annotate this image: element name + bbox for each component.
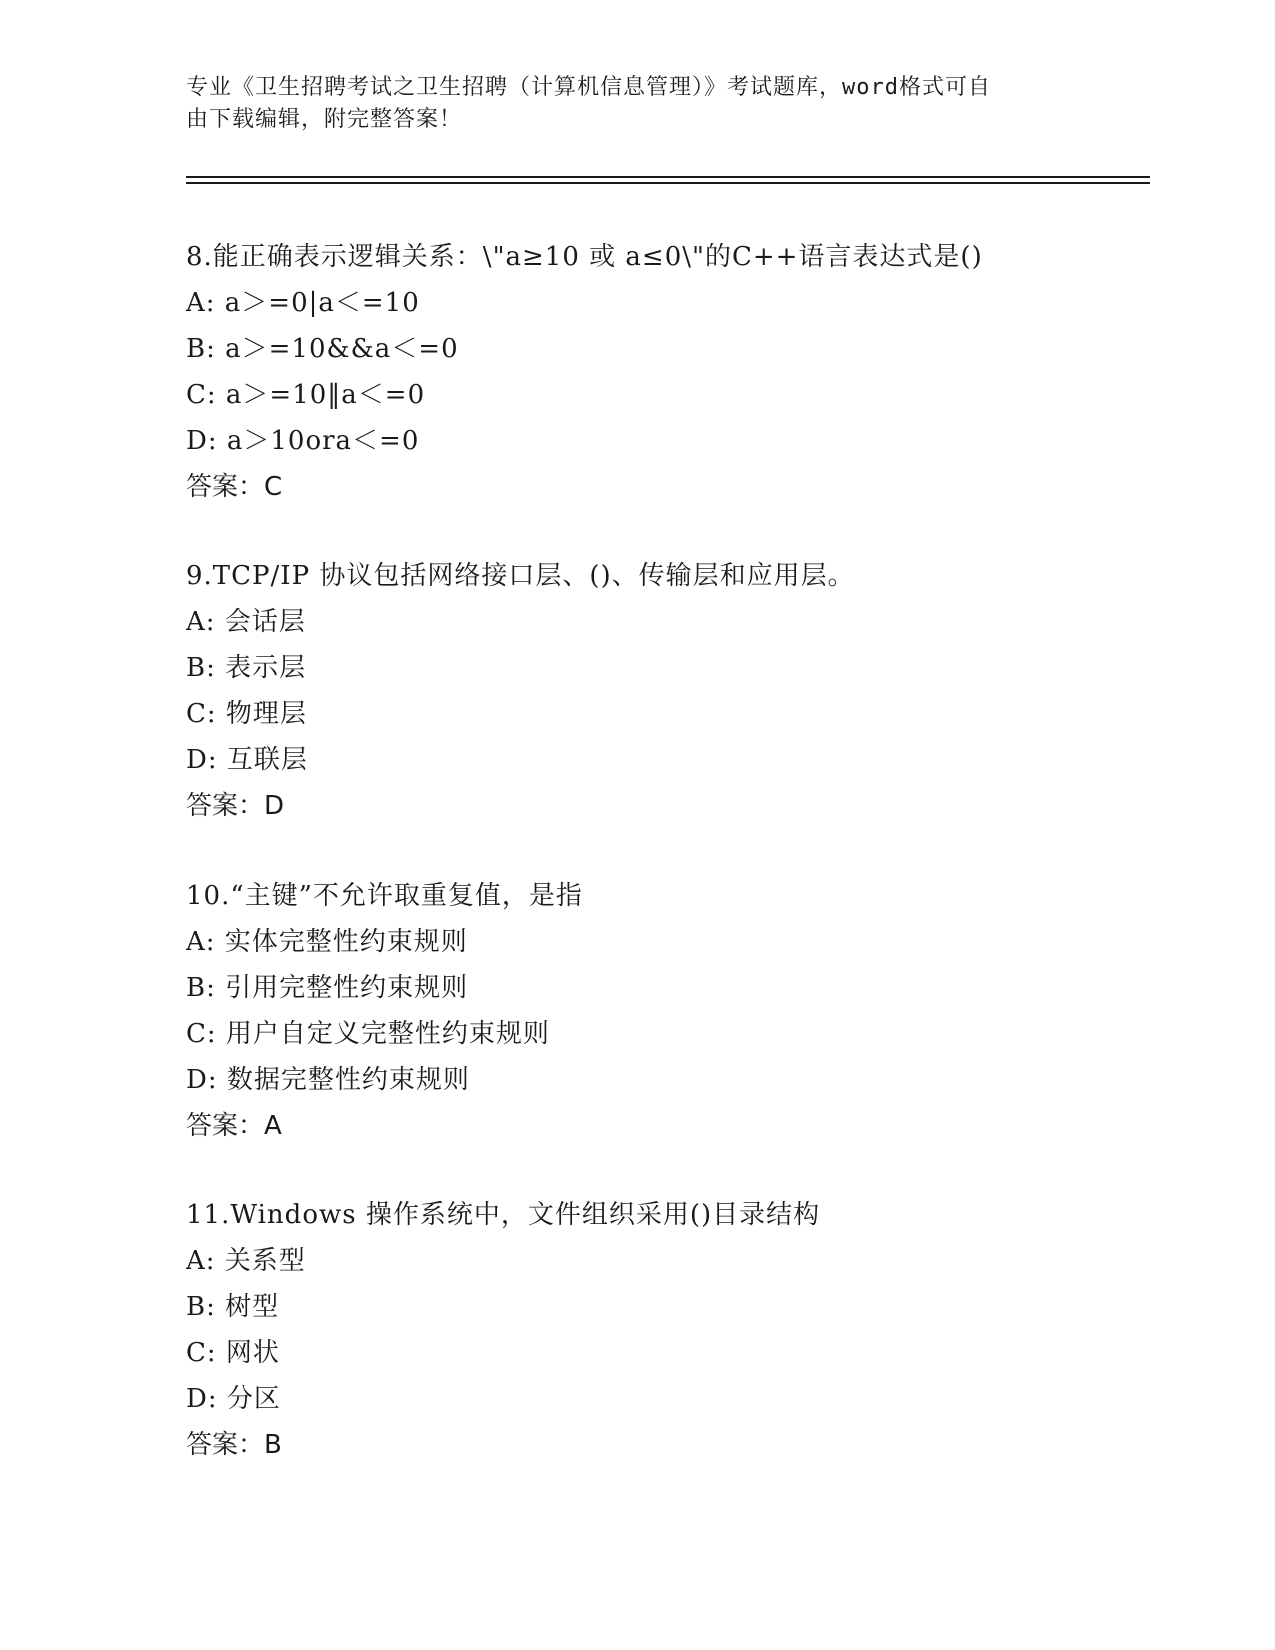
option-b: B: 树型 (186, 1292, 280, 1322)
option-a: A: 关系型 (186, 1246, 306, 1276)
option-c: C: a＞=10‖a＜=0 (186, 380, 426, 410)
answer-line: 答案：D (186, 791, 285, 821)
option-d: D: a＞10ora＜=0 (186, 426, 420, 456)
option-c: C: 物理层 (186, 699, 307, 729)
option-b: B: 表示层 (186, 653, 307, 683)
option-c: C: 网状 (186, 1338, 280, 1368)
answer-line: 答案：A (186, 1111, 282, 1141)
header-divider-top (186, 176, 1150, 178)
option-a: A: 会话层 (186, 607, 306, 637)
question-9 (186, 553, 1146, 829)
question-stem: 8.能正确表示逻辑关系：\"a≥10 或 a≤0\"的C++语言表达式是() (186, 242, 983, 272)
header-line-2: 由下载编辑，附完整答案！ (186, 107, 463, 132)
option-d: D: 互联层 (186, 745, 308, 775)
question-stem: 10.“主键”不允许取重复值，是指 (186, 881, 583, 911)
question-8 (186, 234, 1146, 510)
header-divider-bottom (186, 182, 1150, 184)
option-b: B: 引用完整性约束规则 (186, 973, 469, 1003)
option-d: D: 分区 (186, 1384, 281, 1414)
option-b: B: a＞=10&&a＜=0 (186, 334, 459, 364)
question-stem: 11.Windows 操作系统中，文件组织采用()目录结构 (186, 1200, 821, 1230)
document-header (186, 72, 1066, 136)
question-11 (186, 1192, 1146, 1468)
option-d: D: 数据完整性约束规则 (186, 1065, 470, 1095)
header-line-1: 专业《卫生招聘考试之卫生招聘（计算机信息管理）》考试题库，word格式可自 (186, 75, 991, 100)
question-stem: 9.TCP/IP 协议包括网络接口层、()、传输层和应用层。 (186, 561, 855, 591)
option-a: A: a＞=0|a＜=10 (186, 288, 420, 318)
answer-line: 答案：B (186, 1430, 282, 1460)
option-a: A: 实体完整性约束规则 (186, 927, 468, 957)
answer-line: 答案：C (186, 472, 283, 502)
question-10 (186, 873, 1146, 1149)
option-c: C: 用户自定义完整性约束规则 (186, 1019, 550, 1049)
